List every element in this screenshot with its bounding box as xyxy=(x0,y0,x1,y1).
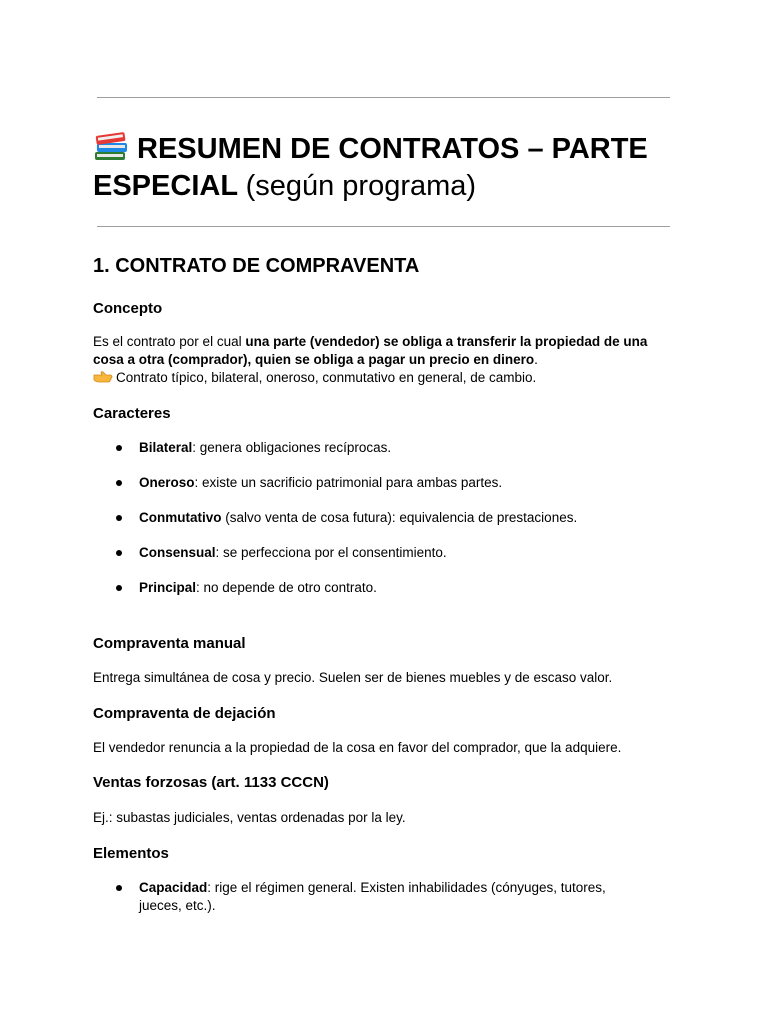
section-heading: 1. CONTRATO DE COMPRAVENTA xyxy=(93,255,420,277)
list-item-text: : existe un sacrificio patrimonial para ambas partes. xyxy=(194,475,503,490)
forzosas-heading: Ventas forzosas (art. 1133 CCCN) xyxy=(93,774,329,791)
list-item-text: (salvo venta de cosa futura): equivalencia de prestaciones. xyxy=(221,510,578,525)
dejacion-paragraph: El vendedor renuncia a la propiedad de la cosa en favor del comprador, que la adquiere. xyxy=(93,740,622,755)
elementos-heading: Elementos xyxy=(93,845,169,862)
title-divider xyxy=(97,226,670,227)
top-divider xyxy=(97,97,670,98)
list-item-term: Conmutativo xyxy=(139,510,222,525)
list-item xyxy=(93,474,653,492)
list-item xyxy=(93,579,653,597)
list-item-text: : se perfecciona por el consentimiento. xyxy=(215,545,447,560)
list-item-term: Consensual xyxy=(139,545,216,560)
concepto-end: . xyxy=(534,352,538,367)
manual-heading: Compraventa manual xyxy=(93,635,246,652)
list-item-text: : rige el régimen general. Existen inhabilidades (cónyuges, tutores, jueces, etc.). xyxy=(139,880,606,913)
document-title xyxy=(93,131,673,205)
list-item-term: Principal xyxy=(139,580,197,595)
concepto-heading: Concepto xyxy=(93,300,163,317)
list-item-term: Bilateral xyxy=(139,440,193,455)
books-icon xyxy=(93,132,129,162)
list-item xyxy=(93,879,638,915)
title-bold: RESUMEN DE CONTRATOS – PARTE ESPECIAL xyxy=(93,133,648,202)
dejacion-heading: Compraventa de dejación xyxy=(93,705,276,722)
list-item-term: Oneroso xyxy=(139,475,195,490)
forzosas-paragraph: Ej.: subastas judiciales, ventas ordenadas por la ley. xyxy=(93,810,406,825)
list-item-term: Capacidad xyxy=(139,880,208,895)
caracteres-heading: Caracteres xyxy=(93,405,171,422)
concepto-intro: Es el contrato por el cual xyxy=(93,334,246,349)
elementos-list xyxy=(93,879,638,915)
list-item xyxy=(93,439,653,457)
title-subtitle: (según programa) xyxy=(245,170,477,202)
list-item-text: : no depende de otro contrato. xyxy=(196,580,377,595)
manual-paragraph: Entrega simultánea de cosa y precio. Suelen ser de bienes muebles y de escaso valor. xyxy=(93,670,613,685)
concepto-note: Contrato típico, bilateral, oneroso, conmutativo en general, de cambio. xyxy=(116,370,537,385)
list-item xyxy=(93,509,653,527)
concepto-bold: una parte (vendedor) se obliga a transferir la propiedad de una cosa a otra (comprador), quien se obliga a pagar un precio en dinero xyxy=(93,334,648,367)
list-item-text: : genera obligaciones recíprocas. xyxy=(192,440,392,455)
caracteres-list xyxy=(93,439,653,597)
list-item xyxy=(93,544,653,562)
pointing-hand-icon xyxy=(93,370,113,384)
concepto-paragraph xyxy=(93,333,663,387)
